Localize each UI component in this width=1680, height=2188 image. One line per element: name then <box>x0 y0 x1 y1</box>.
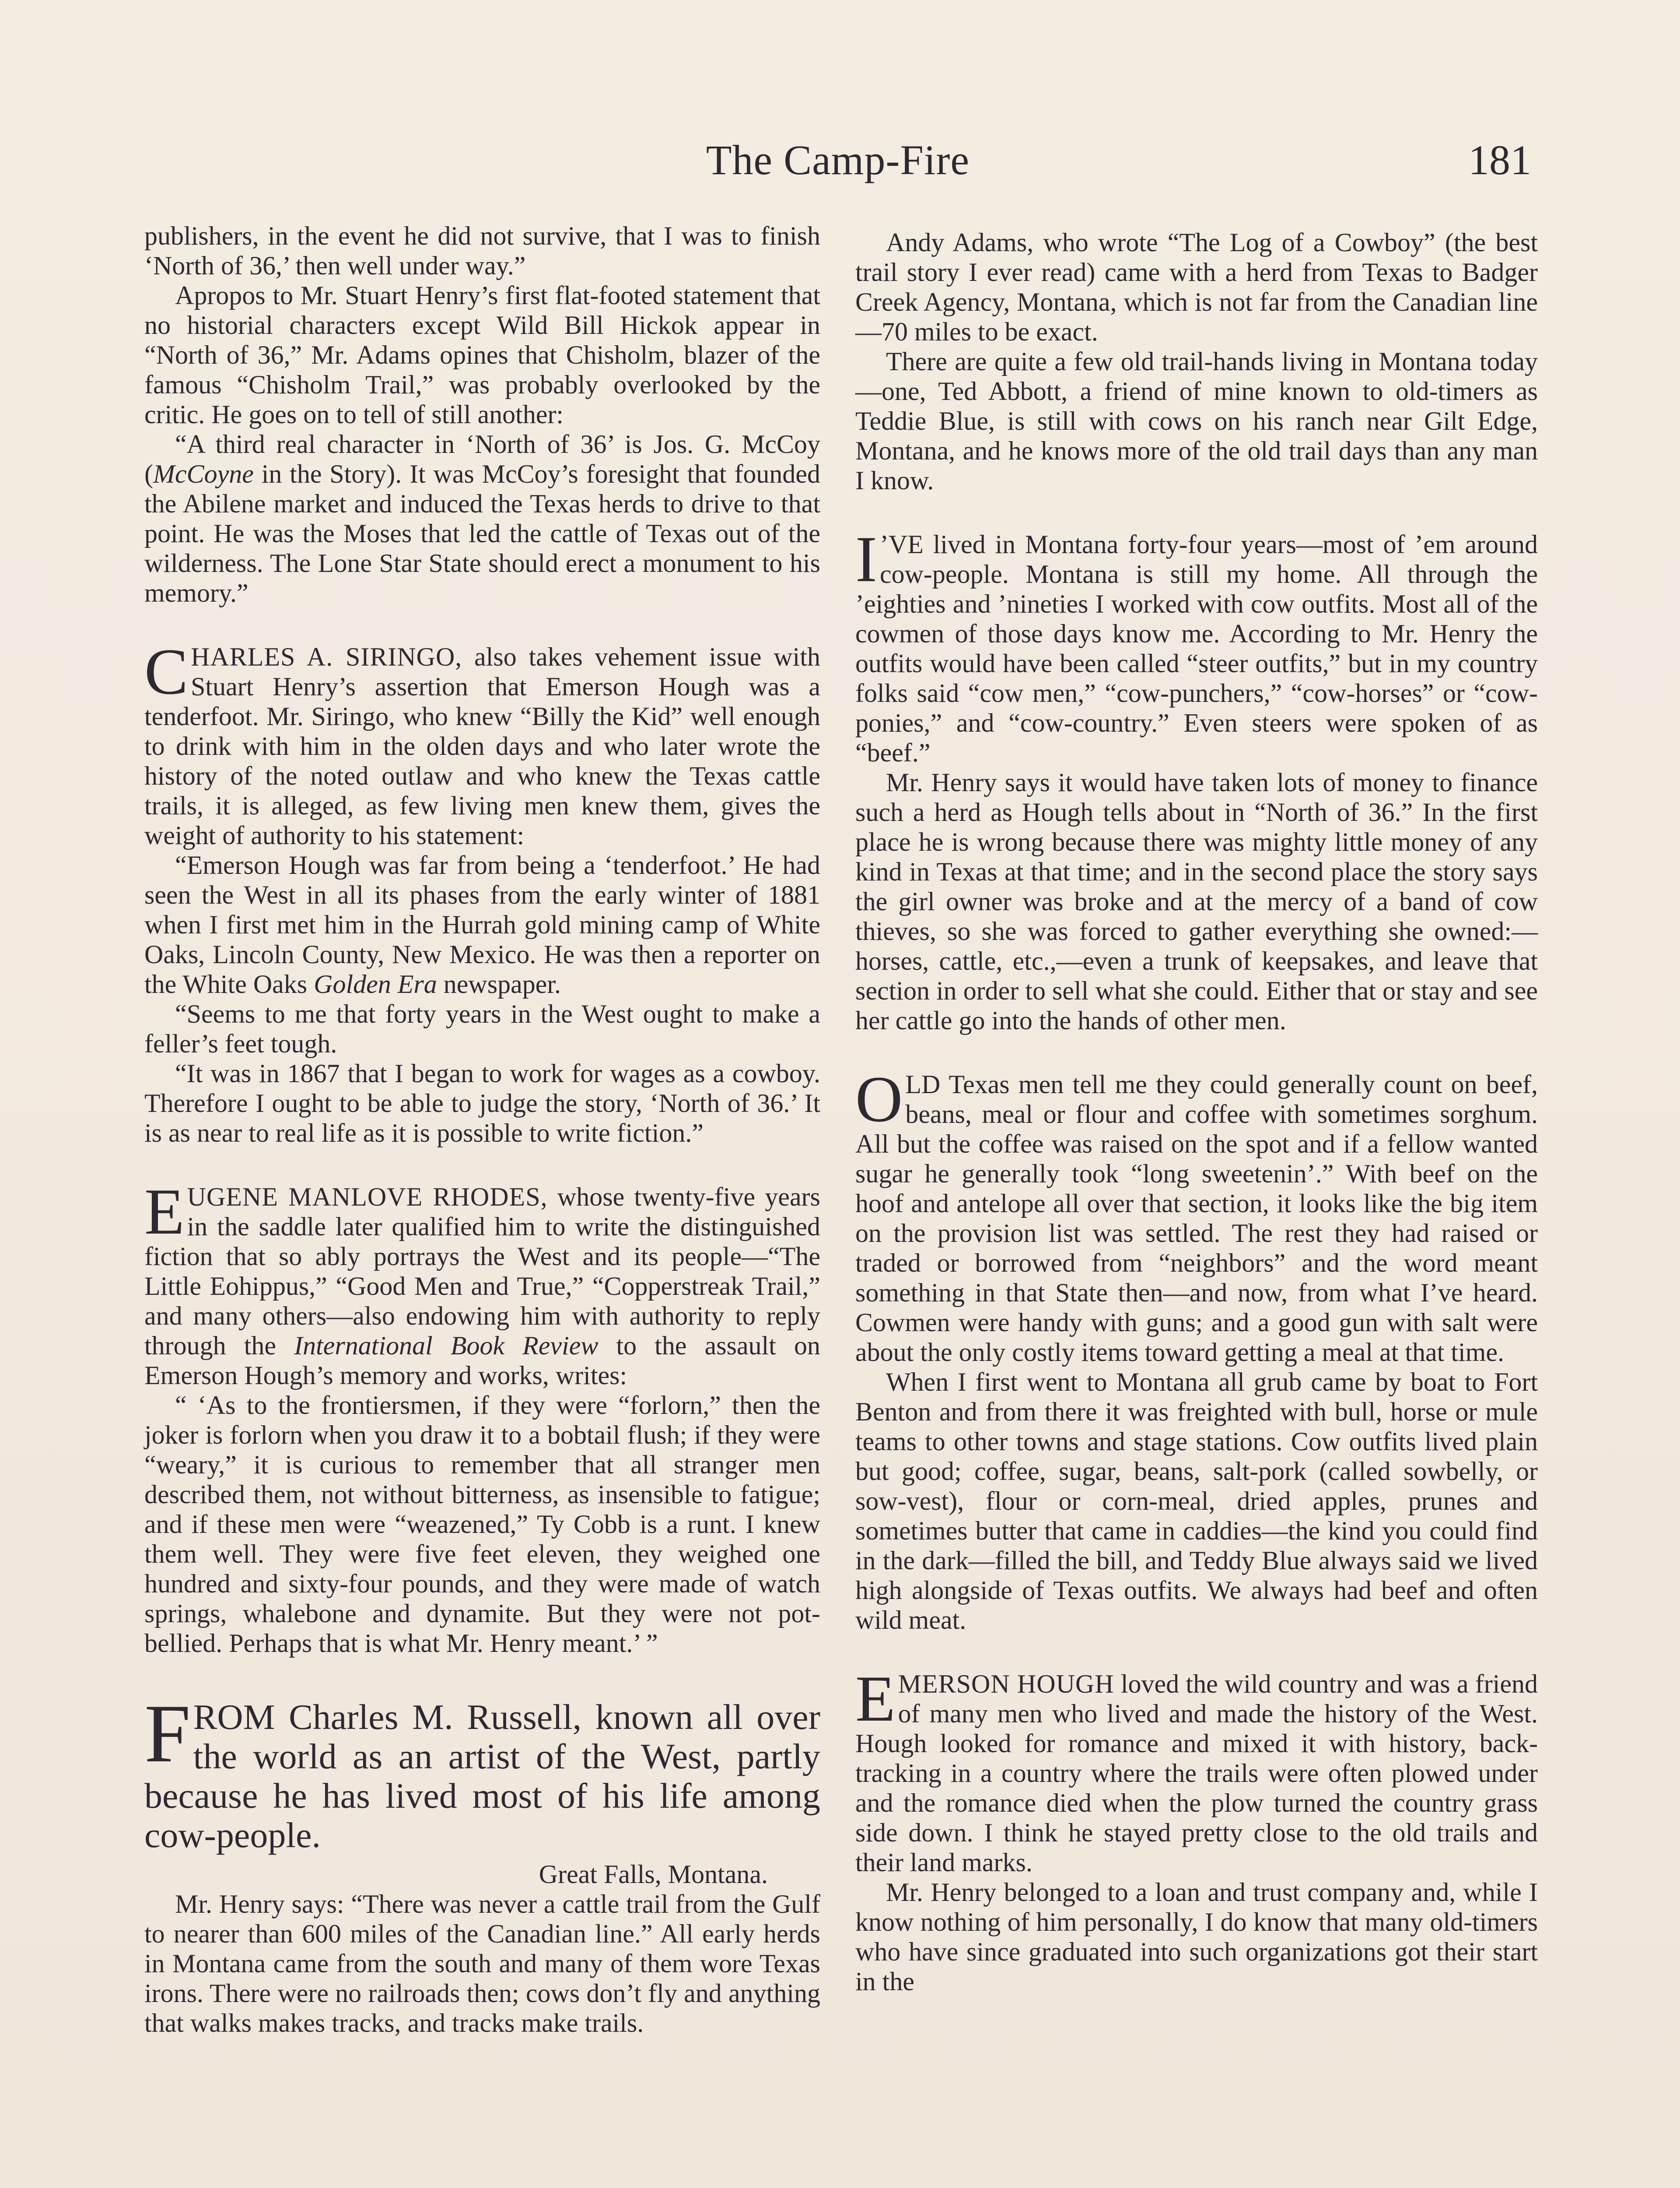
drop-cap: O <box>855 1063 903 1136</box>
page-number: 181 <box>1468 137 1531 183</box>
paragraph: There are quite a few old trail-hands living in Montana today—one, Ted Abbott, a friend of mine known to old-timers as Teddie Blue, is still with cows on his ranch near Gilt Edge, Montana, and he knows more of the old trail days than any man I know. <box>855 347 1538 495</box>
quote-paragraph: “ ‘As to the frontiersmen, if they were “forlorn,” then the joker is forlorn when you draw it to a bobtail flush; if they were “weary,” it is curious to remember that all stranger men described them, not without bitterness, as insensible to fatigue; and if these men were “weazened,” Ty Cobb is a runt. I knew them well. They were five feet eleven, they weighed one hundred and sixty-four pounds, and they were made of watch springs, whalebone and dynamite. But they were not pot-bellied. Perhaps that is what Mr. Henry meant.’ ” <box>144 1391 820 1658</box>
section-ive-lived: I ’VE lived in Montana forty-four years—most of ’em around cow-people. Montana is still my home. All through the ’eighties and ’nineties I worked with cow outfits. Most all of the cowmen of those days know me. According to Mr. Henry the outfits would have been called “steer outfits,” but in my country folks said “cow men,” “cow-punchers,” “cow-horses” or “cow-ponies,” and “cow-country.” Even steers were spoken of as “beef.” <box>855 523 1538 767</box>
running-title: The Camp-Fire <box>706 137 970 183</box>
drop-cap: E <box>144 1175 185 1248</box>
paragraph: Mr. Henry says it would have taken lots of money to finance such a herd as Hough tells about in “North of 36.” In the first place he is wrong because there was mighty little money of any kind in Texas at that time; and in the second place the story says the girl owner was broke and at the mercy of a band of cow thieves, so she was forced to gather everything she owned:—horses, cattle, etc.,—even a trunk of keepsakes, and leave that section in order to sell what she could. Either that or stay and see her cattle go into the hands of other men. <box>855 768 1538 1035</box>
left-column <box>144 221 820 2038</box>
paragraph: publishers, in the event he did not survive, that I was to finish ‘North of 36,’ then well under way.” <box>144 221 820 280</box>
quote-paragraph: “A third real character in ‘North of 36’ is Jos. G. McCoy (McCoyne in the Story). It was McCoy’s foresight that founded the Abilene market and induced the Texas herds to drive to that point. He was the Moses that led the cattle of Texas out of the wilderness. The Lone Star State should erect a monument to his memory.” <box>144 430 820 607</box>
section-rhodes: EUGENE MANLOVE RHODES, whose twenty-five years in the saddle later qualified him to write the distinguished fiction that so ably portrays the West and its people—“The Little Eohippus,” “Good Men and True,” “Copperstreak Trail,” and many others—also endowing him with authority to reply through the International Book Review to the assault on Emerson Hough’s memory and works, writes: <box>144 1175 820 1390</box>
quote-paragraph: “Emerson Hough was far from being a ‘tenderfoot.’ He had seen the West in all its phases from the early winter of 1881 when I first met him in the Hurrah gold mining camp of White Oaks, Lincoln County, New Mexico. He was then a reporter on the White Oaks Golden Era newspaper. <box>144 851 820 999</box>
drop-cap: I <box>855 523 877 596</box>
drop-cap: C <box>144 635 189 708</box>
section-emerson-hough: EMERSON HOUGH loved the wild country and was a friend of many men who lived and made the history of the West. Hough looked for romance and mixed it with history, back-tracking in a country where the trails were often plowed under and the romance died when the plow turned the country grass side down. I think he stayed pretty close to the old trails and their land marks. <box>855 1662 1538 1877</box>
paragraph: When I first went to Montana all grub came by boat to Fort Benton and from there it was freighted with bull, horse or mule teams to other towns and stage stations. Cow outfits lived plain but good; coffee, sugar, beans, salt-pork (called sowbelly, or sow-vest), flour or corn-meal, dried apples, prunes and sometimes butter that came in caddies—the kind you could find in the dark—filled the bill, and Teddy Blue always said we lived high alongside of Texas outfits. We always had beef and often wild meat. <box>855 1368 1538 1634</box>
quote-paragraph: “It was in 1867 that I began to work for wages as a cowboy. Therefore I ought to be able to judge the story, ‘North of 36.’ It is as near to real life as it is possible to write fiction.” <box>144 1059 820 1147</box>
paragraph: Andy Adams, who wrote “The Log of a Cowboy” (the best trail story I ever read) came with a herd from Texas to Badger Creek Agency, Montana, which is not far from the Canadian line—70 miles to be exact. <box>855 228 1538 346</box>
page-header <box>144 127 1531 188</box>
section-siringo: CHARLES A. SIRINGO, also takes vehement issue with Stuart Henry’s assertion that Emerson Hough was a tenderfoot. Mr. Siringo, who knew “Billy the Kid” well enough to drink with him in the olden days and who later wrote the history of the noted outlaw and who knew the Texas cattle trails, it is alleged, as few living men knew them, gives the weight of authority to his statement: <box>144 635 820 850</box>
paragraph: Apropos to Mr. Stuart Henry’s first flat-footed statement that no historial characters except Wild Bill Hickok appear in “North of 36,” Mr. Adams opines that Chisholm, blazer of the famous “Chisholm Trail,” was probably overlooked by the critic. He goes on to tell of still another: <box>144 281 820 429</box>
right-column <box>855 228 1538 1996</box>
section-russell-lead: FROM Charles M. Russell, known all over the world as an artist of the West, partly because he has lived most of his life among cow-people. <box>144 1688 820 1855</box>
quote-paragraph: “Seems to me that forty years in the West ought to make a feller’s feet tough. <box>144 999 820 1058</box>
dateline: Great Falls, Montana. <box>539 1860 768 1889</box>
paragraph: Mr. Henry says: “There was never a cattle trail from the Gulf to nearer than 600 miles of the Canadian line.” All early herds in Montana came from the south and many of them wore Texas irons. There were no railroads then; cows don’t fly and anything that walks makes tracks, and tracks make trails. <box>144 1890 820 2037</box>
drop-cap: F <box>144 1688 191 1780</box>
paragraph: Mr. Henry belonged to a loan and trust company and, while I know nothing of him personally, I do know that many old-timers who have since graduated into such organizations got their start in the <box>855 1878 1538 1996</box>
section-old-texas: OLD Texas men tell me they could generally count on beef, beans, meal or flour and coffee with sometimes sorghum. All but the coffee was raised on the spot and if a fellow wanted sugar he generally took “long sweetenin’.” With beef on the hoof and antelope all over that section, it looks like the big item on the provision list was settled. The rest they had raised or traded or borrowed from “neighbors” and the word meant something in that State then—and now, from what I’ve heard. Cowmen were handy with guns; and a good gun with salt were about the only costly items toward getting a meal at that time. <box>855 1063 1538 1367</box>
drop-cap: E <box>855 1662 896 1735</box>
